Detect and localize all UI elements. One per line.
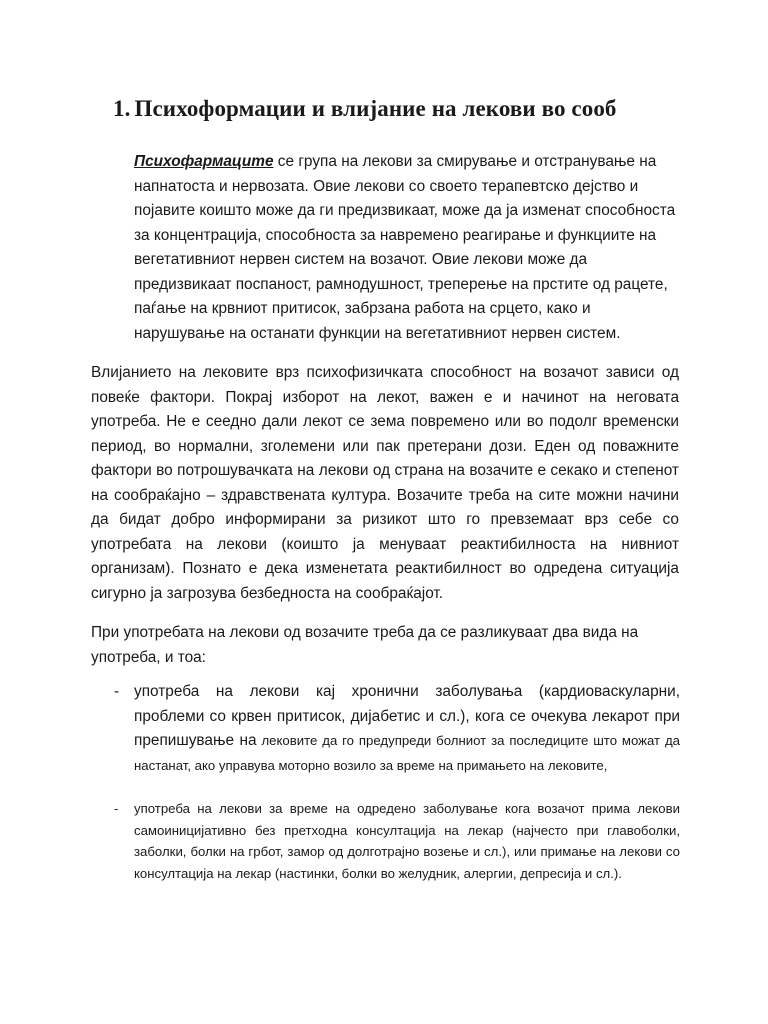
- section-number: 1.: [113, 96, 131, 121]
- usage-list-item-1-wrapper: [108, 680, 680, 778]
- intro-term: Психофармацитe: [134, 153, 274, 170]
- section-title: Психоформации и влијание на лекови во сооб: [134, 96, 617, 121]
- list-item: [108, 798, 680, 884]
- list-dash: -: [114, 801, 119, 816]
- list-dash: -: [114, 683, 120, 700]
- usage-list-item-2-wrapper: [108, 798, 680, 884]
- list-item-2-text: употреба на лекови за време на одредено заболување кога возачот прима лекови самоиницијативно без претходна консултација на лекар (најчесто при главоболки, заболки, болки на грбот, замор од долготрајно возење и сл.), или примање на лекови со консултација на лекар (настинки, болки во желудник, алергии, депресија и сл.).: [134, 801, 680, 881]
- intro-text: се група на лекови за смирување и отстранување на напнатоста и нервозата. Овие лекови со своето терапевтско дејство и појавите коишто може да ги предизвикаат, може да ја изменат способноста за концентрација, способноста за навремено реагирање и функциите на вегетативниот нервен систем на возачот. Овие лекови може да предизвикаат поспаност, рамнодушност, треперење на прстите од рацете, паѓање на крвниот притисок, забрзана работа на срцето, како и нарушување на останати функции на вегетативниот нервен систем.: [134, 153, 676, 342]
- list-item-1-text: употреба на лекови кај хронични заболувања (кардиоваскуларни, проблеми со крвен притисок, дијабетис и сл.), кога се очекува лекарот при препишување на: [134, 683, 680, 749]
- paragraph-influence: Влијанието на лековите врз психофизичката способност на возачот зависи од повеќе фактори. Покрај изборот на лекот, важен е и начинот на неговата употреба. Не е сеедно дали лекот се зема повремено или во подолг временски период, во нормални, зголемени или пак претерани дози. Еден од поважните фактори во потрошувачката на лекови од страна на возачите е секако и степенот на сообраќајно – здравствената култура. Возачите треба на сите можни начини да бидат добро информирани за ризикот што го превземаат врз себе со употребата на лекови (коишто ја менуваат реактибилноста на нивниот организам). Познато е дека изменетата реактибилност во одредена ситуација сигурно ја загрозува безбедноста на сообраќајот.: [91, 364, 679, 602]
- section-heading: [113, 92, 733, 126]
- list-item: [108, 680, 680, 778]
- paragraph-usage-types: При употребата на лекови од возачите треба да се разликуваат два вида на употреба, и тоа:: [91, 624, 639, 666]
- intro-paragraph: [134, 150, 682, 346]
- list-item-1-text-small: лековите да го предупреди болниот за последиците што можат да настанат, ако управува моторно возило за време на примањето на лековите,: [134, 733, 680, 773]
